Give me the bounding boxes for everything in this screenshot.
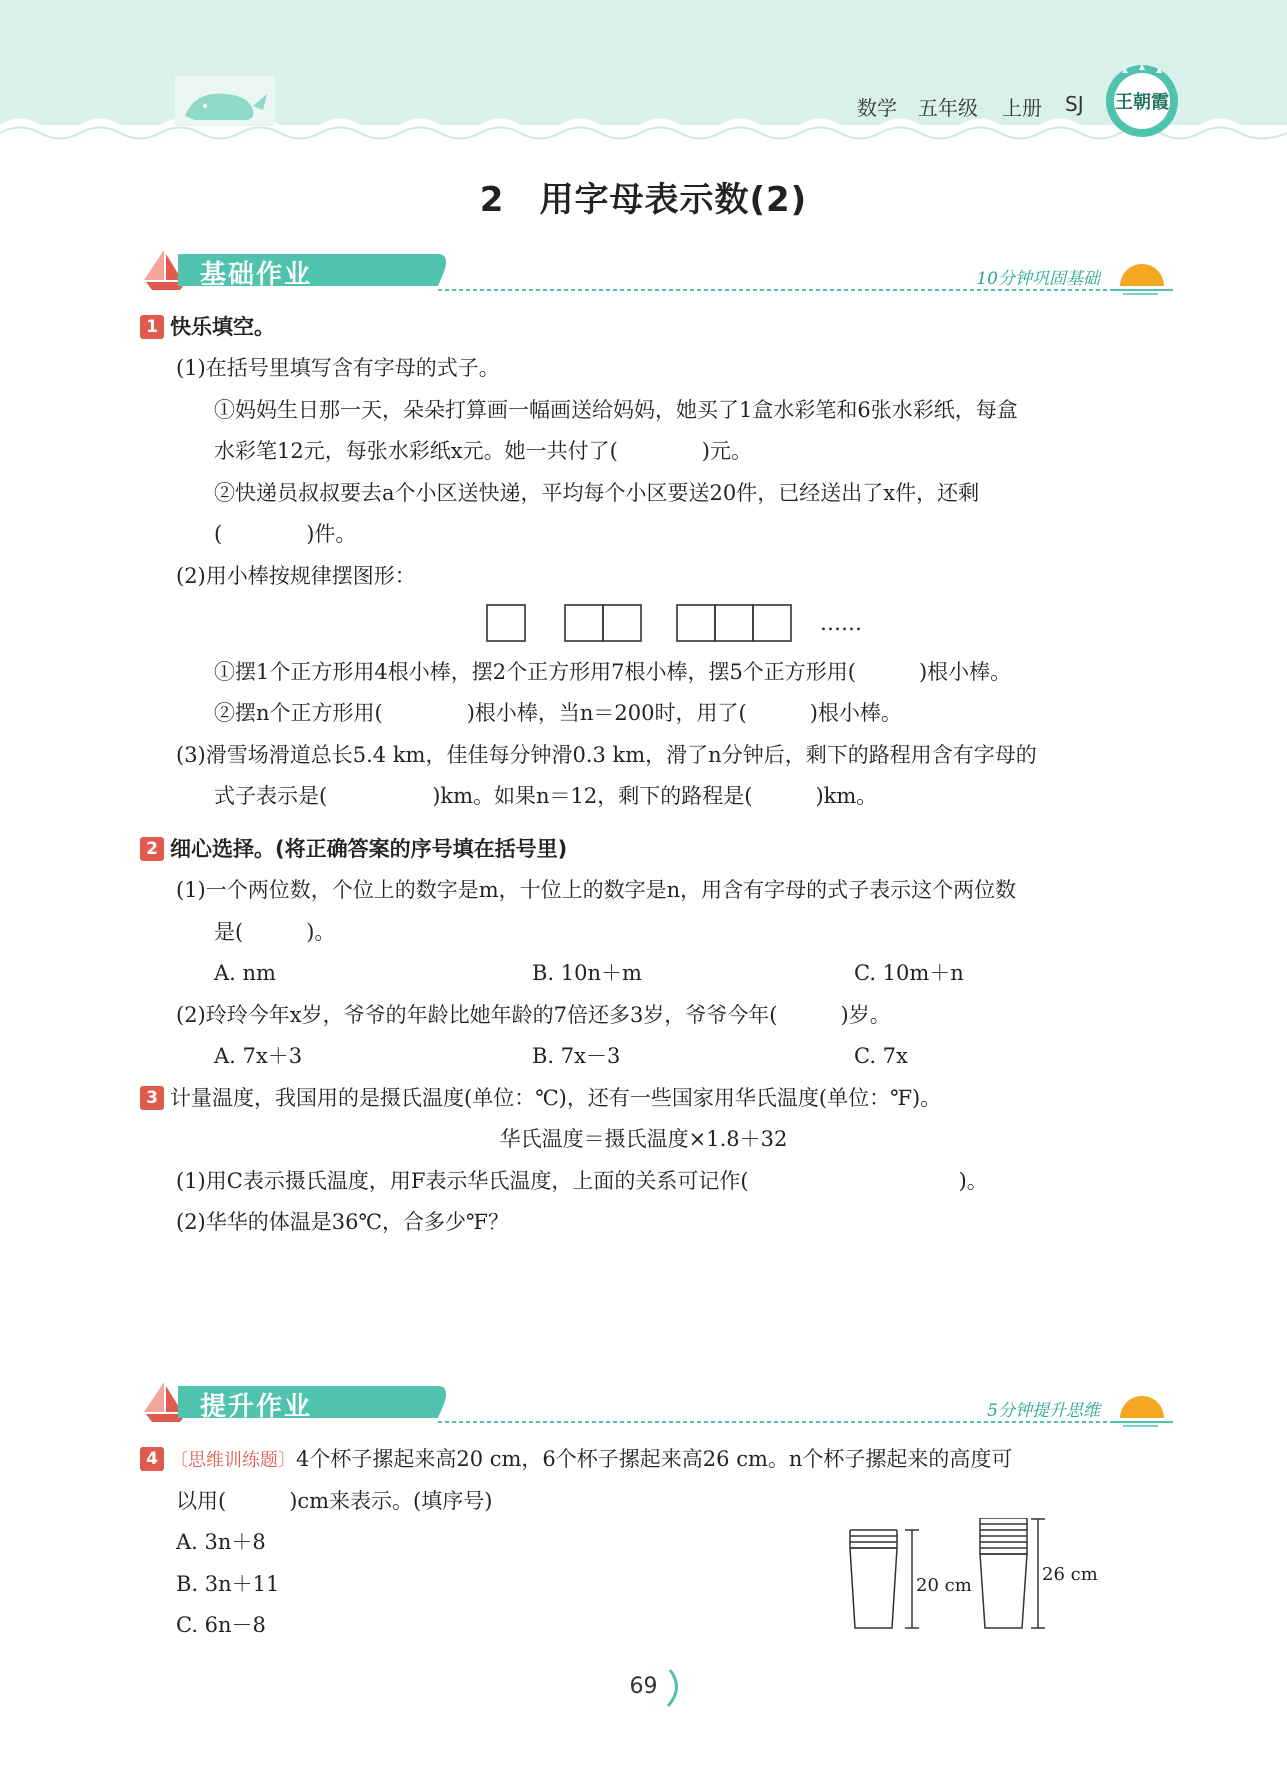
q2-header xyxy=(140,834,567,864)
cup-height-label-20: 20 cm xyxy=(916,1575,972,1596)
q1-part3-line1: (3)滑雪场滑道总长5.4 km，佳佳每分钟滑0.3 km，滑了n分钟后，剩下的路程用含有字母的 xyxy=(176,743,1037,767)
q2-part2-option-c: C. 7x xyxy=(854,1044,908,1068)
q2-part1-option-c: C. 10m＋n xyxy=(854,961,964,985)
q2-part1-line2: 是( )。 xyxy=(214,920,336,944)
q1-part2-intro: (2)用小棒按规律摆图形： xyxy=(176,564,416,588)
header-band xyxy=(0,0,1287,150)
cup-height-label-26: 26 cm xyxy=(1042,1564,1098,1585)
q1-part2-a: ①摆1个正方形用4根小棒，摆2个正方形用7根小棒，摆5个正方形用( )根小棒。 xyxy=(214,660,1012,684)
logo-text: 王朝霞 xyxy=(1115,92,1169,113)
q2-number: 2 xyxy=(140,837,164,861)
header-edition: SJ xyxy=(1065,92,1084,116)
q1-part1-a-line2: 水彩笔12元，每张水彩纸x元。她一共付了( )元。 xyxy=(214,439,752,463)
section-note-advanced: 5分钟提升思维 xyxy=(987,1401,1100,1421)
q3-part2: (2)华华的体温是36℃，合多少℉？ xyxy=(176,1210,509,1234)
whale-icon xyxy=(175,76,275,126)
q4-line1 xyxy=(140,1444,1012,1476)
q1-part3-line2: 式子表示是( )km。如果n＝12，剩下的路程是( )km。 xyxy=(214,784,878,808)
q1-part1-b-line1: ②快递员叔叔要去a个小区送快递，平均每个小区要送20件，已经送出了x件，还剩 xyxy=(214,481,980,505)
figure-ellipsis: …… xyxy=(820,611,862,635)
q2-part1-line1: (1)一个两位数，个位上的数字是m，十位上的数字是n，用含有字母的式子表示这个两位数 xyxy=(176,878,1017,902)
q1-part1-intro: (1)在括号里填写含有字母的式子。 xyxy=(176,356,500,380)
q3-header xyxy=(140,1083,941,1113)
brand-logo xyxy=(1103,62,1181,140)
section-header-basic xyxy=(138,246,1178,296)
page-number: 69 xyxy=(629,1674,658,1699)
q2-part2: (2)玲玲今年x岁，爷爷的年龄比她年龄的7倍还多3岁，爷爷今年( )岁。 xyxy=(176,1003,891,1027)
q2-part1-option-b: B. 10n＋m xyxy=(532,961,642,985)
q4-number: 4 xyxy=(140,1447,164,1471)
q1-title: 快乐填空。 xyxy=(170,315,275,339)
q2-part2-option-b: B. 7x－3 xyxy=(532,1044,621,1068)
q1-header xyxy=(140,312,275,342)
q1-part1-a-line1: ①妈妈生日那一天，朵朵打算画一幅画送给妈妈，她买了1盒水彩笔和6张水彩纸，每盒 xyxy=(214,398,1018,422)
q3-number: 3 xyxy=(140,1086,164,1110)
q3-formula: 华氏温度＝摄氏温度×1.8＋32 xyxy=(499,1127,788,1151)
q4-tag: 〔思维训练题〕 xyxy=(170,1450,296,1471)
q1-number: 1 xyxy=(140,315,164,339)
q2-part2-option-a: A. 7x＋3 xyxy=(214,1044,303,1068)
q2-title: 细心选择。(将正确答案的序号填在括号里) xyxy=(170,837,568,861)
section-label-basic: 基础作业 xyxy=(200,260,313,290)
q1-part1-b-line2: ( )件。 xyxy=(214,522,357,546)
q2-part1-option-a: A. nm xyxy=(214,961,276,985)
section-label-advanced: 提升作业 xyxy=(200,1392,313,1422)
header-subject: 数学 xyxy=(857,96,897,120)
matchstick-squares-figure xyxy=(485,601,805,646)
q4-text-line2: 以用( )cm来表示。(填序号) xyxy=(176,1489,493,1513)
page-title: 2 用字母表示数(2) xyxy=(479,180,808,220)
q4-text-line1: 4个杯子摞起来高20 cm，6个杯子摞起来高26 cm。n个杯子摞起来的高度可 xyxy=(296,1447,1013,1471)
header-volume: 上册 xyxy=(1002,96,1042,120)
q3-part1: (1)用C表示摄氏温度，用F表示华氏温度，上面的关系可记作( )。 xyxy=(176,1169,988,1193)
header-grade: 五年级 xyxy=(918,96,978,120)
section-note-basic: 10分钟巩固基础 xyxy=(976,269,1100,289)
q1-part2-b: ②摆n个正方形用( )根小棒，当n＝200时，用了( )根小棒。 xyxy=(214,701,902,725)
q4-option-b: B. 3n＋11 xyxy=(176,1572,280,1596)
section-header-advanced xyxy=(138,1378,1178,1428)
q3-title: 计量温度，我国用的是摄氏温度(单位：℃)，还有一些国家用华氏温度(单位：℉)。 xyxy=(170,1086,942,1110)
q4-option-c: C. 6n－8 xyxy=(176,1613,266,1637)
q4-option-a: A. 3n＋8 xyxy=(176,1530,266,1554)
